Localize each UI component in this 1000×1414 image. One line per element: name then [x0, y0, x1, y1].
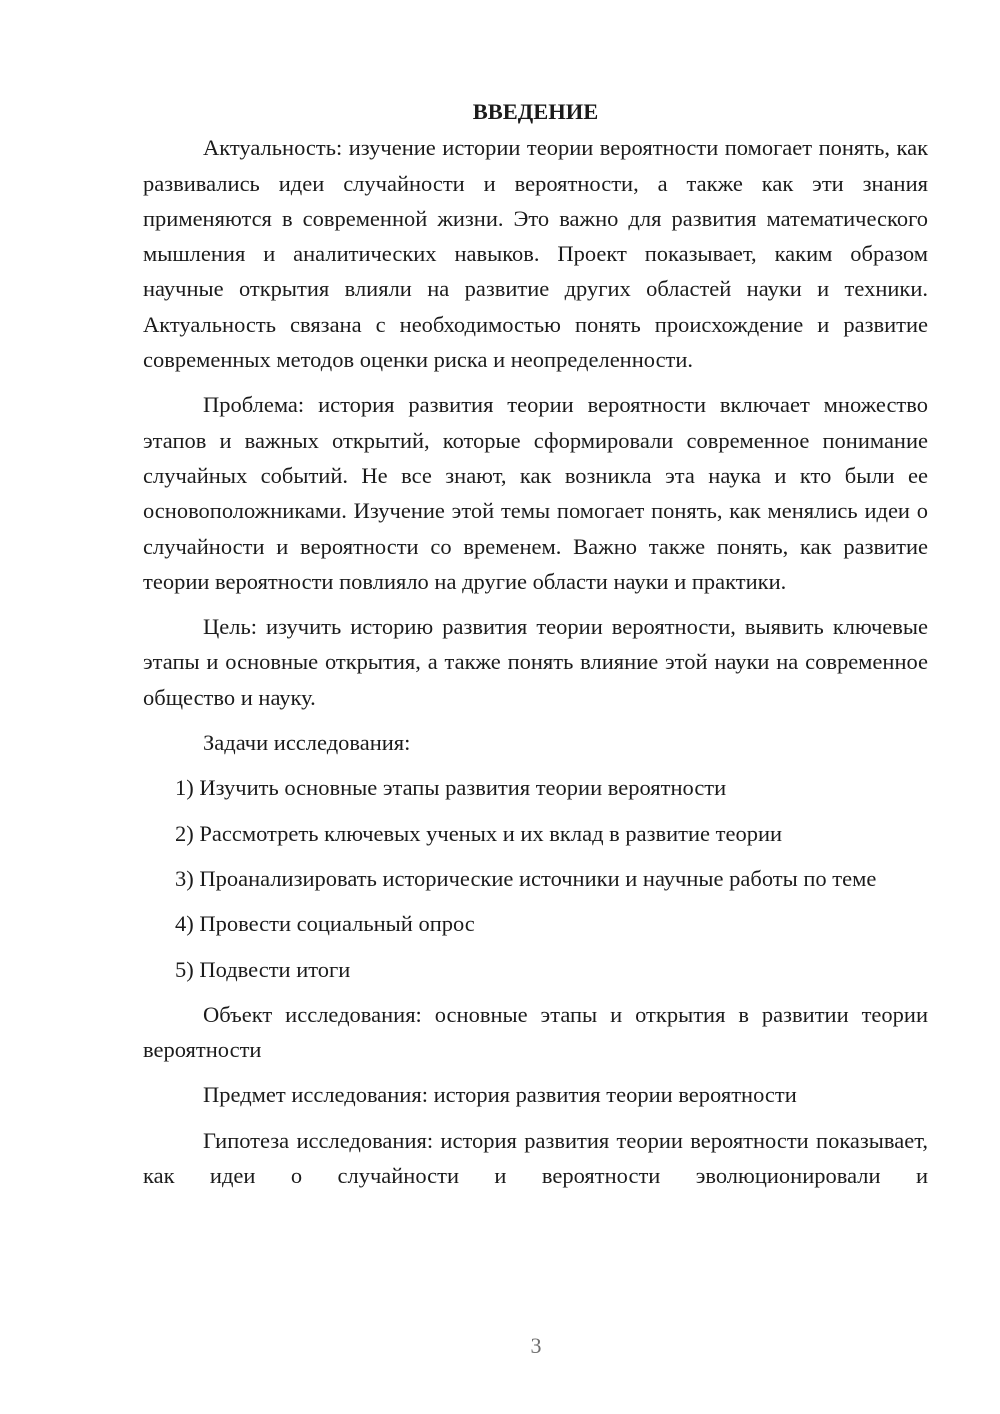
task-item-5: 5) Подвести итоги	[175, 956, 351, 982]
paragraph-relevance: Актуальность: изучение истории теории вероятности помогает понять, как развивались идеи случайности и вероятности, а также как эти знания применяются в современной жизни. Это важно для развития математического мышления и аналитических навыков. Проект показывает, каким образом научные открытия влияли на развитие других областей науки и техники. Актуальность связана с необходимостью понять происхождение и развитие современных методов оценки риска и неопределенности.	[143, 135, 928, 373]
task-item-1: 1) Изучить основные этапы развития теории вероятности	[175, 775, 727, 801]
paragraph-subject: Предмет исследования: история развития теории вероятности	[203, 1082, 797, 1108]
page-title: ВВЕДЕНИЕ	[472, 99, 599, 124]
document-body	[143, 94, 928, 1203]
tasks-heading: Задачи исследования:	[203, 730, 411, 756]
page-number: 3	[530, 1333, 542, 1358]
paragraph-hypothesis: Гипотеза исследования: история развития теории вероятности показывает, как идеи о случайности и вероятности эволюционировали и	[143, 1127, 928, 1189]
paragraph-problem: Проблема: история развития теории вероятности включает множество этапов и важных открытий, которые сформировали современное понимание случайных событий. Не все знают, как возникла эта наука и кто были ее основоположниками. Изучение этой темы помогает понять, как менялись идеи о случайности и вероятности со временем. Важно также понять, как развитие теории вероятности повлияло на другие области науки и практики.	[143, 392, 928, 594]
paragraph-object: Объект исследования: основные этапы и открытия в развитии теории вероятности	[143, 1001, 928, 1063]
paragraph-goal: Цель: изучить историю развития теории вероятности, выявить ключевые этапы и основные открытия, а также понять влияние этой науки на современное общество и науку.	[143, 614, 928, 710]
tasks-list	[143, 770, 928, 986]
task-item-4: 4) Провести социальный опрос	[175, 911, 475, 937]
task-item-2: 2) Рассмотреть ключевых ученых и их вклад в развитие теории	[175, 820, 783, 846]
task-item-3: 3) Проанализировать исторические источники и научные работы по теме	[175, 865, 877, 891]
